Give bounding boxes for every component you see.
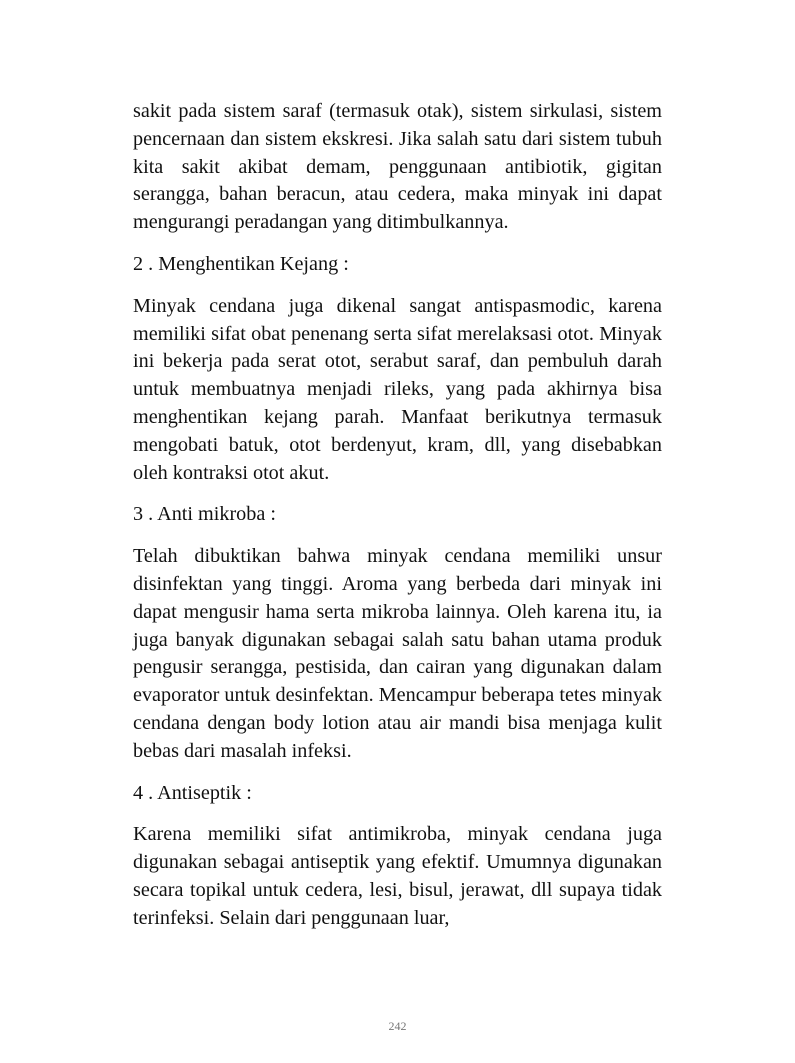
paragraph-antiseptik: Karena memiliki sifat antimikroba, minyak cendana juga digunakan sebagai antiseptik yang efektif. Umumnya digunakan secara topikal untuk cedera, lesi, bisul, jerawat, dll supaya tidak terinfeksi. Selain dari penggunaan luar, (133, 823, 662, 929)
page-body (133, 98, 662, 933)
section-heading-anti-mikroba: 3 . Anti mikroba : (133, 503, 276, 526)
paragraph-kejang: Minyak cendana juga dikenal sangat antispasmodic, karena memiliki sifat obat penenang serta sifat merelaksasi otot. Minyak ini bekerja pada serat otot, serabut saraf, dan pembuluh darah untuk membuatnya menjadi rileks, yang pada akhirnya bisa menghentikan kejang parah. Manfaat berikutnya termasuk mengobati batuk, otot berdenyut, kram, dll, yang disebabkan oleh kontraksi otot akut. (133, 294, 662, 484)
section-heading-antiseptik: 4 . Antiseptik : (133, 781, 252, 804)
page-number: 242 (388, 1019, 407, 1033)
paragraph-anti-mikroba: Telah dibuktikan bahwa minyak cendana memiliki unsur disinfektan yang tinggi. Aroma yang berbeda dari minyak ini dapat mengusir hama serta mikroba lainnya. Oleh karena itu, ia juga banyak digunakan sebagai salah satu bahan utama produk pengusir serangga, pestisida, dan cairan yang digunakan dalam evaporator untuk desinfektan. Mencampur beberapa tetes minyak cendana dengan body lotion atau air mandi bisa menjaga kulit bebas dari masalah infeksi. (133, 545, 662, 762)
section-heading-kejang: 2 . Menghentikan Kejang : (133, 252, 349, 275)
paragraph-intro: sakit pada sistem saraf (termasuk otak), sistem sirkulasi, sistem pencernaan dan sistem ekskresi. Jika salah satu dari sistem tubuh kita sakit akibat demam, penggunaan antibiotik, gigitan serangga, bahan beracun, atau cedera, maka minyak ini dapat mengurangi peradangan yang ditimbulkannya. (133, 100, 662, 234)
